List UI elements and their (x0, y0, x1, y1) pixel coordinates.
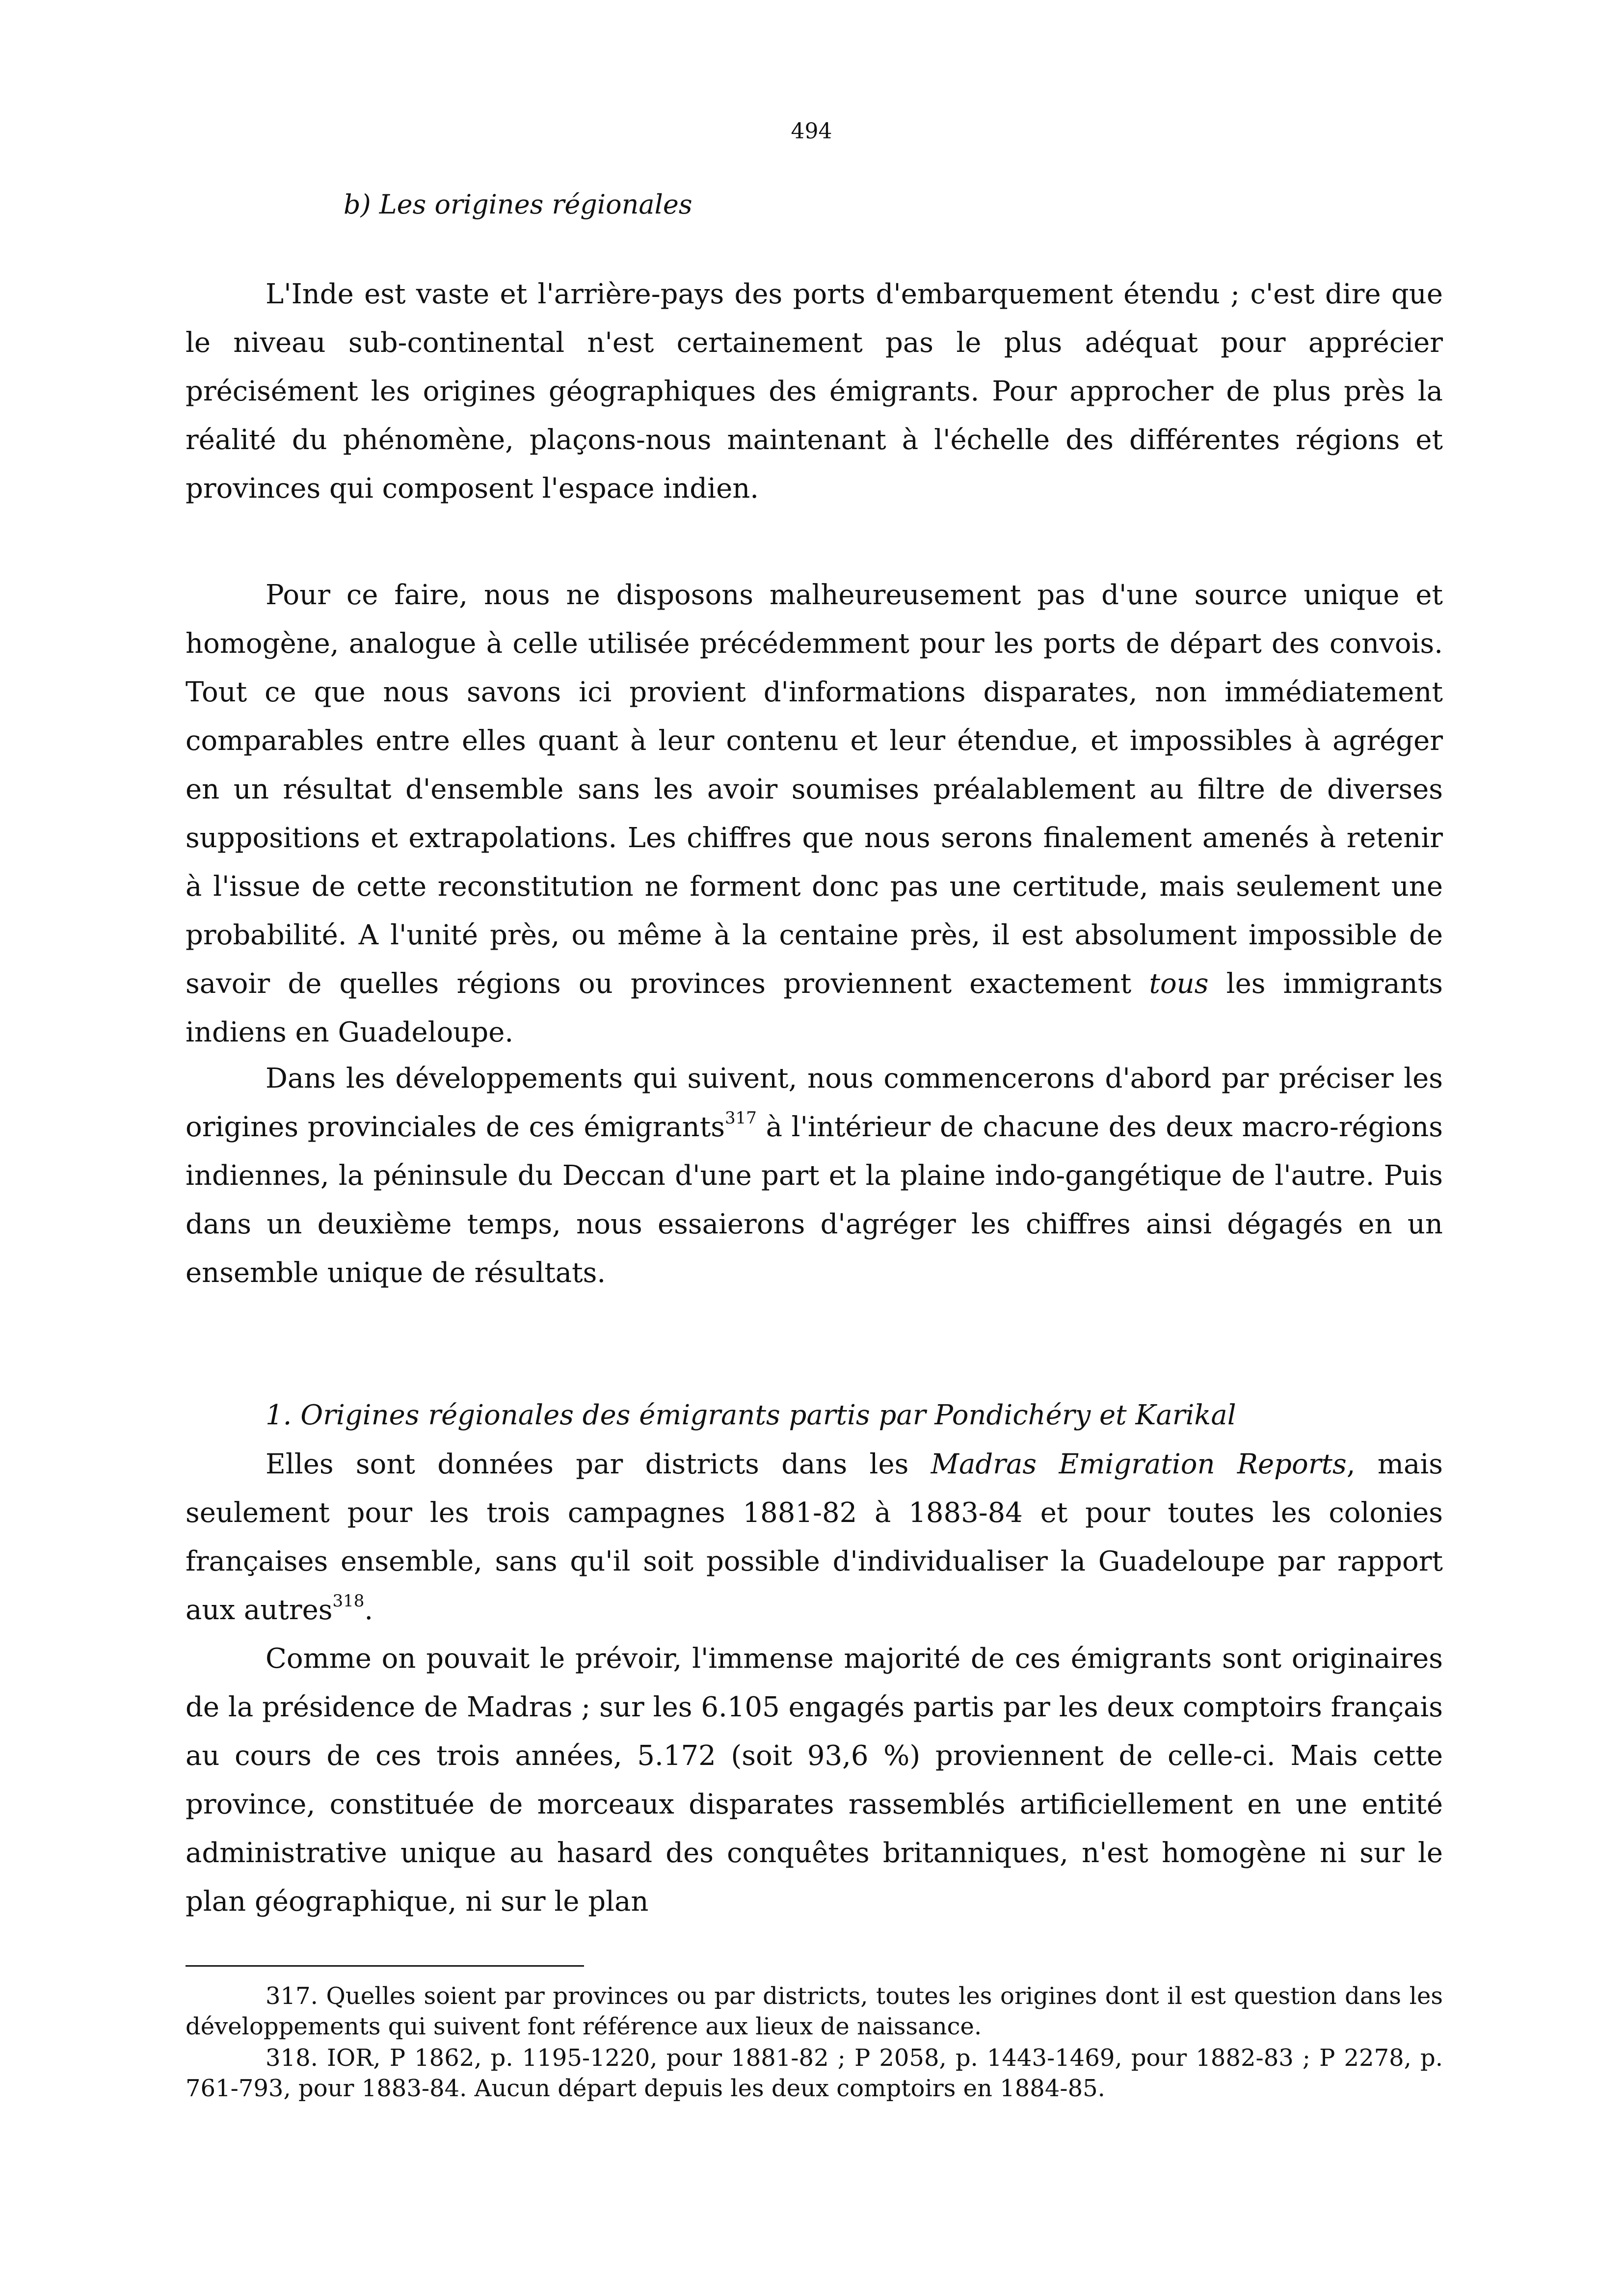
paragraph-4-text-end: , mais seulement pour les trois campagnes 1881-82 à 1883-84 et pour toutes les colonies françaises ensemble, sans qu'il soit possible d'individualiser la Guadeloupe par rapport aux autres (186, 1448, 1443, 1626)
page-number: 494 (791, 119, 832, 144)
footnote-318: 318. IOR, P 1862, p. 1195-1220, pour 1881-82 ; P 2058, p. 1443-1469, pour 1882-83 ; P 2278, p. 761-793, pour 1883-84. Aucun départ depuis les deux comptoirs en 1884-85. (186, 2044, 1443, 2102)
section-heading: b) Les origines régionales (344, 189, 692, 220)
paragraph-5: Comme on pouvait le prévoir, l'immense majorité de ces émigrants sont originaires de la présidence de Madras ; sur les 6.105 engagés partis par les deux comptoirs français au cours de ces trois années, 5.172 (soit 93,6 %) proviennent de celle-ci. Mais cette province, constituée de morceaux disparates rassemblés artificiellement en une entité administrative unique au hasard des conquêtes britanniques, n'est homogène ni sur le plan géographique, ni sur le plan (186, 1643, 1443, 1918)
footnote-ref-318: 318 (332, 1591, 365, 1611)
paragraph-2-emphasis: tous (1149, 968, 1209, 1000)
paragraph-4-text: Elles sont données par districts dans les (266, 1448, 931, 1480)
paragraph-3-text-end: à l'intérieur de chacune des deux macro-régions indiennes, la péninsule du Deccan d'une part et la plaine indo-gangétique de l'autre. Puis dans un deuxième temps, nous essaierons d'agréger les chiffres ainsi dégagés en un ensemble unique de résultats. (186, 1111, 1443, 1289)
paragraph-3 (186, 1054, 1443, 1297)
footnote-ref-317: 317 (724, 1108, 757, 1128)
footnote-317: 317. Quelles soient par provinces ou par districts, toutes les origines dont il est question dans les développements qui suivent font référence aux lieux de naissance. (186, 1982, 1443, 2040)
paragraph-1: L'Inde est vaste et l'arrière-pays des ports d'embarquement étendu ; c'est dire que le niveau sub-continental n'est certainement pas le plus adéquat pour apprécier précisément les origines géographiques des émigrants. Pour approcher de plus près la réalité du phénomène, plaçons-nous maintenant à l'échelle des différentes régions et provinces qui composent l'espace indien. (186, 278, 1443, 505)
paragraph-4-period: . (364, 1594, 373, 1626)
paragraph-2-text-end: les immigrants indiens en Guadeloupe. (186, 968, 1443, 1048)
paragraph-4 (186, 1440, 1443, 1634)
paragraph-4-emphasis: Madras Emigration Reports (931, 1448, 1347, 1480)
subheading-1: 1. Origines régionales des émigrants partis par Pondichéry et Karikal (266, 1399, 1236, 1431)
paragraph-2-text: Pour ce faire, nous ne disposons malheureusement pas d'une source unique et homogène, analogue à celle utilisée précédemment pour les ports de départ des convois. Tout ce que nous savons ici provient d'informations disparates, non immédiatement comparables entre elles quant à leur contenu et leur étendue, et impossibles à agréger en un résultat d'ensemble sans les avoir soumises préalablement au filtre de diverses suppositions et extrapolations. Les chiffres que nous serons finalement amenés à retenir à l'issue de cette reconstitution ne forment donc pas une certitude, mais seulement une probabilité. A l'unité près, ou même à la centaine près, il est absolument impossible de savoir de quelles régions ou provinces proviennent exactement (186, 579, 1443, 1000)
paragraph-2 (186, 571, 1443, 1057)
footnote-separator (186, 1965, 584, 1967)
paragraph-3-text: Dans les développements qui suivent, nous commencerons d'abord par préciser les origines provinciales de ces émigrants (186, 1063, 1443, 1143)
